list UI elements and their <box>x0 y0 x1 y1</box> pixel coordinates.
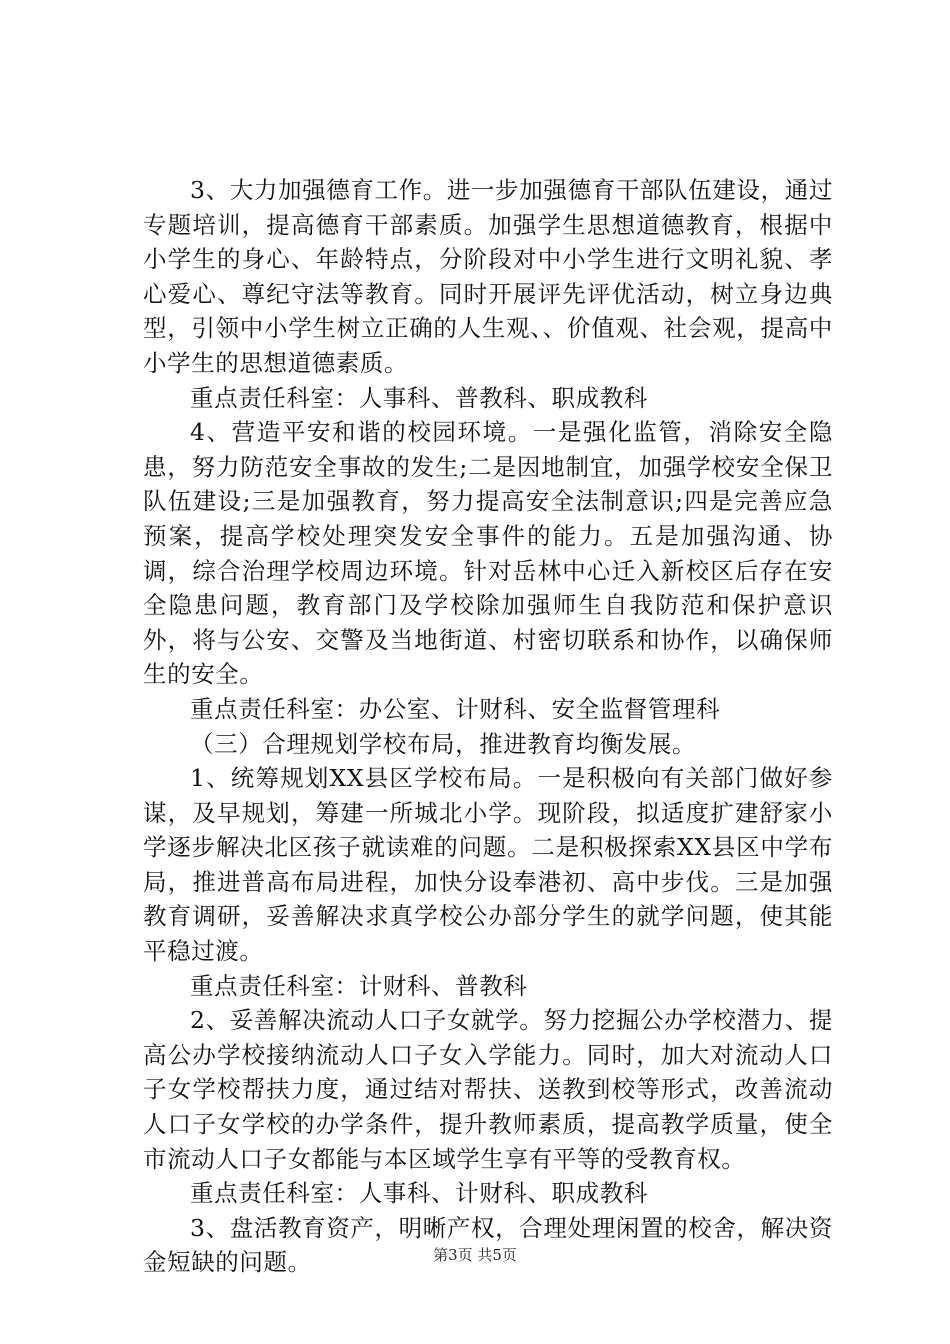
page-number-footer: 第3页 共5页 <box>433 1246 517 1264</box>
paragraph-responsible-office: 重点责任科室：计财科、普教科 <box>190 971 528 1000</box>
paragraph-migrant-children: 2、妥善解决流动人口子女就学。努力挖掘公办学校潜力、提高公办学校接纳流动人口子女入学能力。同时，加大对流动人口子女学校帮扶力度，通过结对帮扶、送教到校等形式，改善流动人口子女学校的办学条件，提升教师素质，提高教学质量，使全市流动人口子女都能与本区域学生享有平等的受教育权。 <box>143 1006 833 1173</box>
section-heading: （三）合理规划学校布局，推进教育均衡发展。 <box>190 729 697 758</box>
paragraph-responsible-office: 重点责任科室：办公室、计财科、安全监督管理科 <box>190 694 721 723</box>
paragraph-campus-safety: 4、营造平安和谐的校园环境。一是强化监管，消除安全隐患，努力防范安全事故的发生;二是因地制宜，加强学校安全保卫队伍建设;三是加强教育，努力提高安全法制意识;四是完善应急预案，提高学校处理突发安全事件的能力。五是加强沟通、协调，综合治理学校周边环境。针对岳林中心迁入新校区后存在安全隐患问题，教育部门及学校除加强师生自我防范和保护意识外，将与公安、交警及当地街道、村密切联系和协作，以确保师生的安全。 <box>143 418 833 689</box>
document-body <box>143 173 833 1280</box>
paragraph-education-assets: 3、盘活教育资产，明晰产权，合理处理闲置的校舍，解决资金短缺的问题。 <box>143 1213 833 1277</box>
paragraph-moral-education: 3、大力加强德育工作。进一步加强德育干部队伍建设，通过专题培训，提高德育干部素质。加强学生思想道德教育，根据中小学生的身心、年龄特点，分阶段对中小学生进行文明礼貌、孝心爱心、尊纪守法等教育。同时开展评先评优活动，树立身边典型，引领中小学生树立正确的人生观、、价值观、社会观，提高中小学生的思想道德素质。 <box>143 176 833 377</box>
paragraph-responsible-office: 重点责任科室：人事科、普教科、职成教科 <box>190 383 648 412</box>
paragraph-school-layout: 1、统筹规划XX县区学校布局。一是积极向有关部门做好参谋，及早规划，筹建一所城北小学。现阶段，拟适度扩建舒家小学逐步解决北区孩子就读难的问题。二是积极探索XX县区中学布局，推进普高布局进程，加快分设奉港初、高中步伐。三是加强教育调研，妥善解决求真学校公办部分学生的就学问题，使其能平稳过渡。 <box>143 764 833 966</box>
paragraph-responsible-office: 重点责任科室：人事科、计财科、职成教科 <box>190 1179 648 1208</box>
